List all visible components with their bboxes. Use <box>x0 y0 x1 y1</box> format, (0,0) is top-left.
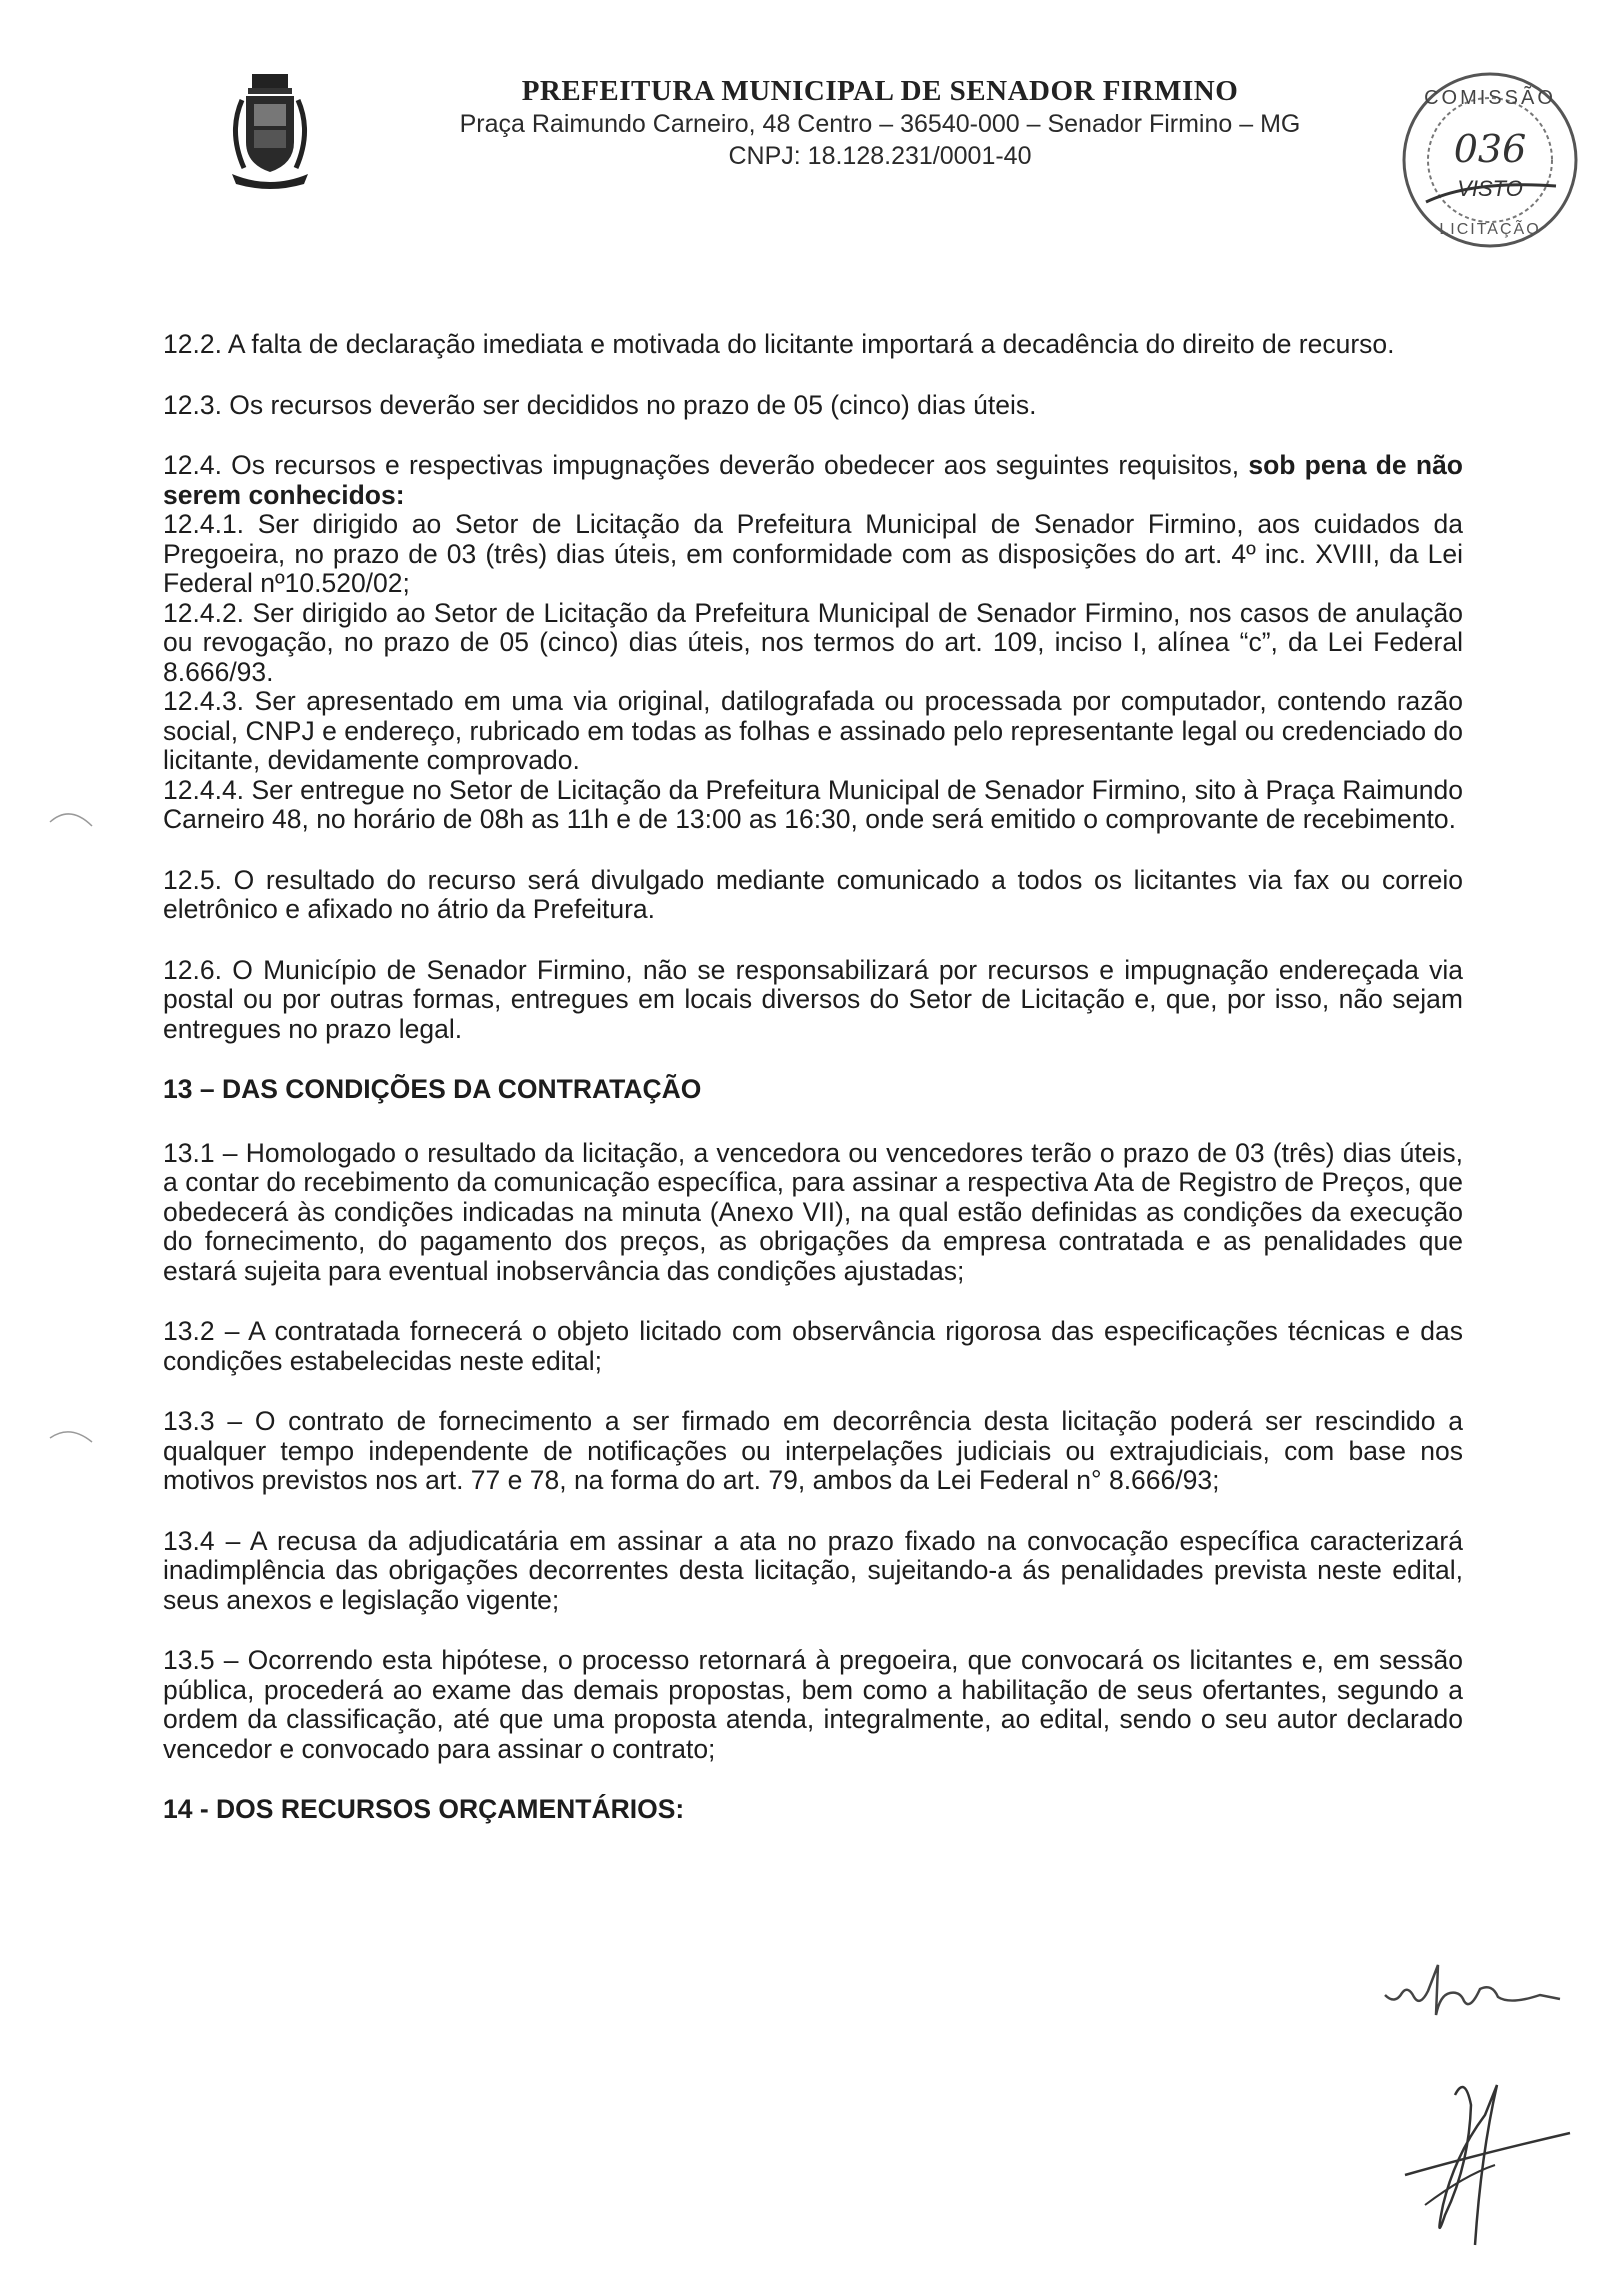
clause-12-5: 12.5. O resultado do recurso será divulgado mediante comunicado a todos os licitantes via fax ou correio eletrônico e afixado no átrio da Prefeitura. <box>163 864 1463 924</box>
clause-12-4-2: 12.4.2. Ser dirigido ao Setor de Licitação da Prefeitura Municipal de Senador Firmino, nos casos de anulação ou revogação, no prazo de 05 (cinco) dias úteis, nos termos do art. 109, inciso I, alínea “c”, da Lei Federal 8.666/93. <box>163 597 1463 687</box>
document-body <box>163 330 1463 1859</box>
clause-12-3: 12.3. Os recursos deverão ser decididos no prazo de 05 (cinco) dias úteis. <box>163 389 1037 420</box>
clause-12-2: 12.2. A falta de declaração imediata e motivada do licitante importará a decadência do direito de recurso. <box>163 329 1395 359</box>
clause-13-4: 13.4 – A recusa da adjudicatária em assinar a ata no prazo fixado na convocação específica caracterizará inadimplência das obrigações decorrentes desta licitação, sujeitando-a ás penalidades prevista neste edital, seus anexos e legislação vigente; <box>163 1525 1463 1615</box>
clause-12-4-4: 12.4.4. Ser entregue no Setor de Licitação da Prefeitura Municipal de Senador Firmino, sito à Praça Raimundo Carneiro 48, no horário de 08h as 11h e de 13:00 as 16:30, onde será emitido o comprovante de recebimento. <box>163 774 1463 834</box>
svg-text:036: 036 <box>1453 127 1527 171</box>
clause-12-4-text: 12.4. Os recursos e respectivas impugnações deverão obedecer aos seguintes requisitos, <box>163 450 1249 480</box>
margin-mark-icon <box>40 800 100 830</box>
svg-text:LICITAÇÃO: LICITAÇÃO <box>1439 221 1541 238</box>
margin-mark-icon <box>40 1418 100 1448</box>
section-14-heading: 14 - DOS RECURSOS ORÇAMENTÁRIOS: <box>163 1794 685 1824</box>
handwritten-initials-icon <box>1380 1955 1565 2025</box>
clause-13-3: 13.3 – O contrato de fornecimento a ser firmado em decorrência desta licitação poderá ser rescindido a qualquer tempo independente de notificações ou interpelações judiciais ou extrajudiciais, com base nos motivos previstos nos art. 77 e 78, na forma do art. 79, ambos da Lei Federal n° 8.666/93; <box>163 1406 1463 1495</box>
letterhead-address: Praça Raimundo Carneiro, 48 Centro – 36540-000 – Senador Firmino – MG <box>459 110 1301 138</box>
letterhead-title: PREFEITURA MUNICIPAL DE SENADOR FIRMINO <box>521 75 1239 107</box>
municipal-coat-of-arms-icon <box>222 72 318 194</box>
letterhead-cnpj: CNPJ: 18.128.231/0001-40 <box>728 142 1032 170</box>
clause-13-2: 13.2 – A contratada fornecerá o objeto licitado com observância rigorosa das especificações técnicas e das condições estabelecidas neste edital; <box>163 1316 1463 1376</box>
section-13-heading: 13 – DAS CONDIÇÕES DA CONTRATAÇÃO <box>163 1074 702 1104</box>
clause-12-6: 12.6. O Município de Senador Firmino, não se responsabilizará por recursos e impugnação endereçada via postal ou por outras formas, entregues em locais diversos do Setor de Licitação e, que, por isso, não sejam entregues no prazo legal. <box>163 954 1463 1044</box>
clause-13-1: 13.1 – Homologado o resultado da licitação, a vencedora ou vencedores terão o prazo de 03 (três) dias úteis, a contar do recebimento da comunicação específica, para assinar a respectiva Ata de Registro de Preços, que obedecerá às condições indicadas na minuta (Anexo VII), na qual estão definidas as condições da execução do fornecimento, do pagamento dos preços, as obrigações da empresa contratada e as penalidades que estará sujeita para eventual inobservância das condições ajustadas; <box>163 1137 1463 1286</box>
letterhead <box>380 74 1380 172</box>
svg-text:VISTO: VISTO <box>1457 176 1523 201</box>
clause-12-4-3: 12.4.3. Ser apresentado em uma via original, datilografada ou processada por computador, contendo razão social, CNPJ e endereço, rubricado em todas as folhas e assinado pelo representante legal ou credenciado do licitante, devidamente comprovado. <box>163 686 1463 775</box>
commission-stamp-icon <box>1392 62 1588 258</box>
clause-12-4 <box>163 451 1463 510</box>
clause-13-5: 13.5 – Ocorrendo esta hipótese, o processo retornará à pregoeira, que convocará os licitantes e, em sessão pública, procederá ao exame das demais propostas, bem como a habilitação de seus ofertantes, segundo a ordem da classificação, até que uma proposta atenda, integralmente, ao edital, sendo o seu autor declarado vencedor e convocado para assinar o contrato; <box>163 1645 1463 1764</box>
clause-12-4-emphasis: sob pena de não serem conhecidos: <box>163 450 1463 510</box>
handwritten-signature-icon <box>1385 2055 1575 2255</box>
clause-12-4-1: 12.4.1. Ser dirigido ao Setor de Licitação da Prefeitura Municipal de Senador Firmino, aos cuidados da Pregoeira, no prazo de 03 (três) dias úteis, em conformidade com as disposições do art. 4º inc. XVIII, da Lei Federal nº10.520/02; <box>163 509 1463 598</box>
svg-text:COMISSÃO: COMISSÃO <box>1424 87 1556 109</box>
